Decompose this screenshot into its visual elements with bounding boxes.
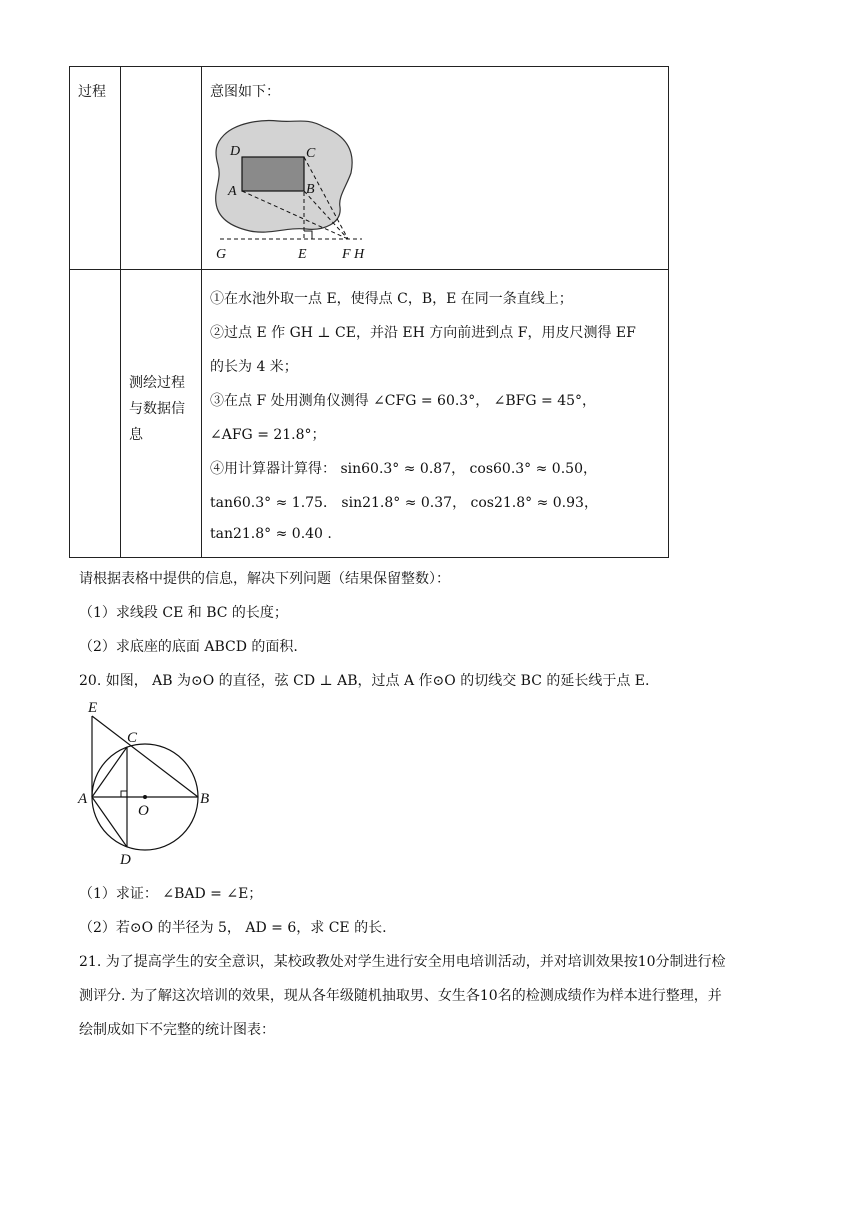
row1-empty-cell: [121, 67, 202, 270]
step-3b: ∠AFG = 21.8°；: [210, 427, 326, 443]
step-4c: tan21.8° ≈ 0.40 .: [210, 526, 332, 542]
label-C: C: [306, 146, 316, 161]
row2-empty-cell: [70, 270, 121, 558]
circle-diagram: [76, 696, 226, 868]
step-4a: ④用计算器计算得： sin60.3° ≈ 0.87， cos60.3° ≈ 0.50，: [210, 461, 597, 477]
label-C2: C: [127, 730, 138, 746]
row2-content-cell: [202, 270, 669, 558]
row2-label-line3: 息: [129, 427, 143, 443]
label-A2: A: [78, 791, 88, 807]
line-EB: [92, 716, 198, 797]
pond-diagram: [206, 115, 376, 265]
row1-content-cell: [202, 67, 669, 270]
q20-stem: 20. 如图， AB 为⊙O 的直径，弦 CD ⊥ AB，过点 A 作⊙O 的切线交 BC 的延长线于点 E.: [79, 673, 650, 689]
q19-part2: （2）求底座的底面 ABCD 的面积.: [79, 639, 298, 655]
q20-part1: （1）求证： ∠BAD = ∠E；: [79, 886, 263, 902]
step-3a: ③在点 F 处用测角仪测得 ∠CFG = 60.3°， ∠BFG = 45°，: [210, 393, 597, 409]
row2-label-line1: 测绘过程: [129, 375, 185, 391]
measurement-table: [69, 66, 669, 558]
row1-label-cell: [70, 67, 121, 270]
right-angle-mark-2: [121, 791, 127, 797]
label-F: F: [342, 247, 351, 262]
step-4b: tan60.3° ≈ 1.75． sin21.8° ≈ 0.37， cos21.8° ≈ 0.93，: [210, 495, 598, 511]
label-A: A: [228, 184, 237, 199]
q19-intro: 请根据表格中提供的信息，解决下列问题（结果保留整数）：: [79, 571, 450, 587]
row2-label-line2: 与数据信: [129, 401, 185, 417]
label-O2: O: [138, 803, 149, 819]
label-B: B: [306, 182, 315, 197]
label-G: G: [216, 247, 227, 262]
label-H: H: [354, 247, 365, 262]
row1-intro: 意图如下：: [210, 84, 280, 100]
label-B2: B: [200, 791, 210, 807]
q21-line1: 21. 为了提高学生的安全意识，某校政教处对学生进行安全用电培训活动，并对培训效果按10分制进行检: [79, 954, 726, 970]
label-D2: D: [120, 852, 131, 868]
q21-line2: 测评分. 为了解这次培训的效果，现从各年级随机抽取男、女生各10名的检测成绩作为样本进行整理，并: [79, 988, 722, 1004]
step-2b: 的长为 4 米；: [210, 359, 298, 375]
step-2a: ②过点 E 作 GH ⊥ CE，并沿 EH 方向前进到点 F，用皮尺测得 EF: [210, 325, 636, 341]
line-AC: [92, 747, 127, 797]
row2-label-cell: [121, 270, 202, 558]
row1-label: 过程: [78, 84, 106, 100]
q20-part2: （2）若⊙O 的半径为 5， AD = 6，求 CE 的长.: [79, 920, 387, 936]
line-AD: [92, 797, 127, 847]
step-1: ①在水池外取一点 E，使得点 C，B，E 在同一条直线上；: [210, 291, 573, 307]
center-dot: [143, 795, 147, 799]
base-rectangle: [242, 157, 304, 191]
q19-part1: （1）求线段 CE 和 BC 的长度；: [79, 605, 288, 621]
label-D: D: [230, 144, 241, 159]
label-E: E: [298, 247, 307, 262]
q21-line3: 绘制成如下不完整的统计图表：: [79, 1022, 275, 1038]
right-angle-mark: [304, 231, 312, 239]
label-E2: E: [88, 700, 98, 716]
